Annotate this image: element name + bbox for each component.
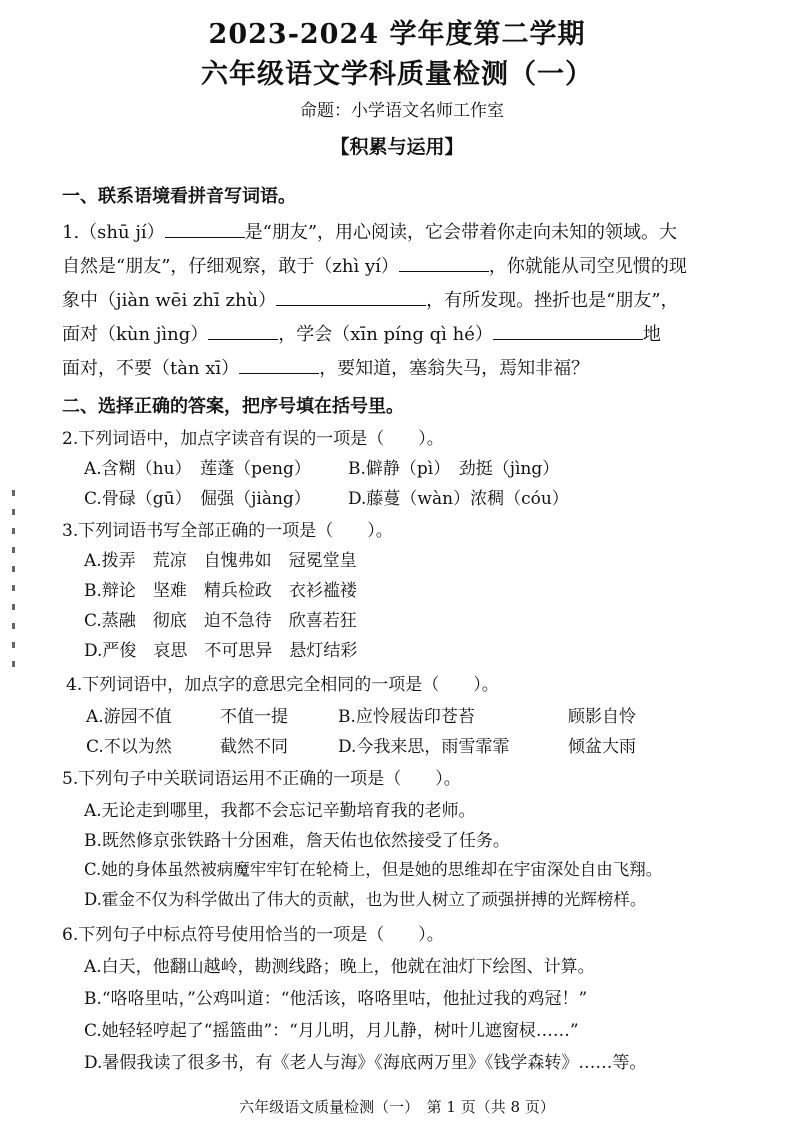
exam-author: 命题：小学语文名师工作室 [300,101,504,121]
part1-line2-text-b: ，你就能从司空见惯的现 [488,256,687,277]
question-4-option-d1: D.今我来思，雨雪霏霏 [338,737,510,757]
part1-line4 [62,320,661,346]
part1-line4-text-c: 地 [642,324,661,345]
question-4-option-c2: 截然不同 [220,737,288,757]
answer-blank-4[interactable] [208,321,278,340]
question-5-option-d: D.霍金不仅为科学做出了伟大的贡献，也为世人树立了顽强拼搏的光辉榜样。 [84,890,647,909]
part1-line5-text-b: ，要知道，塞翁失马，焉知非福？ [319,358,590,379]
part1-line1 [62,218,677,244]
question-2-option-d: D.藤蔓（wàn）浓稠（cóu） [348,489,569,509]
answer-blank-3[interactable] [276,287,426,306]
question-3-stem: 3.下列词语书写全部正确的一项是（ ）。 [62,521,393,541]
part1-line5-text-a: 面对，不要（tàn xī） [62,358,240,379]
page-footer: 六年级语文质量检测（一） 第 1 页（共 8 页） [239,1098,555,1116]
question-4-option-d2: 倾盆大雨 [568,737,636,757]
answer-blank-2[interactable] [399,253,489,272]
question-4-option-c1: C.不以为然 [86,737,172,757]
question-6-option-a: A.白天，他翻山越岭，勘测线路；晚上，他就在油灯下绘图、计算。 [84,957,595,977]
part1-line3-text-b: ，有所发现。挫折也是“朋友”， [426,290,679,311]
question-3-option-d: D.严俊 哀思 不可思异 悬灯结彩 [84,641,358,661]
part1-line1-text-a: 1.（shū jí） [62,222,165,243]
question-4-option-a1: A.游园不值 [86,707,172,727]
section-title: 【积累与运用】 [330,136,464,158]
question-6-stem: 6.下列句子中标点符号使用恰当的一项是（ ）。 [62,925,444,945]
exam-title-line1: 2023-2024 学年度第二学期 [208,19,586,50]
part1-line3 [62,286,679,312]
question-3-option-c: C.蒸融 彻底 迫不急待 欣喜若狂 [84,611,357,631]
question-2-option-b: B.僻静（pì） 劲挺（jìng） [348,459,560,479]
part2-heading: 二、选择正确的答案，把序号填在括号里。 [62,396,404,417]
question-5-stem: 5.下列句子中关联词语运用不正确的一项是（ ）。 [62,769,461,789]
question-4-stem: 4.下列词语中，加点字的意思完全相同的一项是（ ）。 [66,675,499,695]
question-6-option-b: B.“咯咯里咕，”公鸡叫道：“他活该，咯咯里咕，他扯过我的鸡冠！” [84,989,588,1009]
answer-blank-5[interactable] [493,321,643,340]
answer-blank-1[interactable] [165,219,245,238]
part1-line4-text-b: ，学会（xīn píng qì hé） [278,324,493,345]
part1-line4-text-a: 面对（kùn jìng） [62,324,209,345]
question-5-option-c: C.她的身体虽然被病魔牢牢钉在轮椅上，但是她的思维却在宇宙深处自由飞翔。 [84,860,663,879]
exam-title-line2: 六年级语文学科质量检测（一） [201,59,593,90]
question-6-option-c: C.她轻轻哼起了“摇篮曲”：“月儿明，月儿静，树叶儿遮窗棂……” [84,1021,579,1041]
question-4-option-a2: 不值一提 [220,707,288,727]
question-4-option-b2: 顾影自怜 [568,707,636,727]
question-4-option-b1: B.应怜屐齿印苍苔 [338,707,475,727]
part1-line3-text-a: 象中（jiàn wēi zhī zhù） [62,290,277,311]
answer-blank-6[interactable] [239,355,319,374]
part1-line2-text-a: 自然是“朋友”，仔细观察，敢于（zhì yí） [62,256,399,277]
question-2-option-c: C.骨碌（gū） 倔强（jiàng） [84,489,311,509]
part1-line1-text-b: 是“朋友”，用心阅读，它会带着你走向未知的领域。大 [244,222,678,243]
part1-heading: 一、联系语境看拼音写词语。 [62,186,296,207]
question-3-option-a: A.拨弄 荒凉 自愧弗如 冠冕堂皇 [84,551,357,571]
question-2-option-a: A.含糊（hu） 莲蓬（peng） [84,459,311,479]
part1-line5 [62,354,589,380]
question-5-option-b: B.既然修京张铁路十分困难，詹天佑也依然接受了任务。 [84,831,510,851]
part1-line2 [62,252,687,278]
binding-margin-marks [8,490,22,690]
question-2-stem: 2.下列词语中，加点字读音有误的一项是（ ）。 [62,429,444,449]
question-5-option-a: A.无论走到哪里，我都不会忘记辛勤培育我的老师。 [84,801,476,821]
question-6-option-d: D.暑假我读了很多书，有《老人与海》《海底两万里》《钱学森转》……等。 [84,1053,647,1073]
question-3-option-b: B.辩论 坚难 精兵检政 衣衫褴褛 [84,581,357,601]
